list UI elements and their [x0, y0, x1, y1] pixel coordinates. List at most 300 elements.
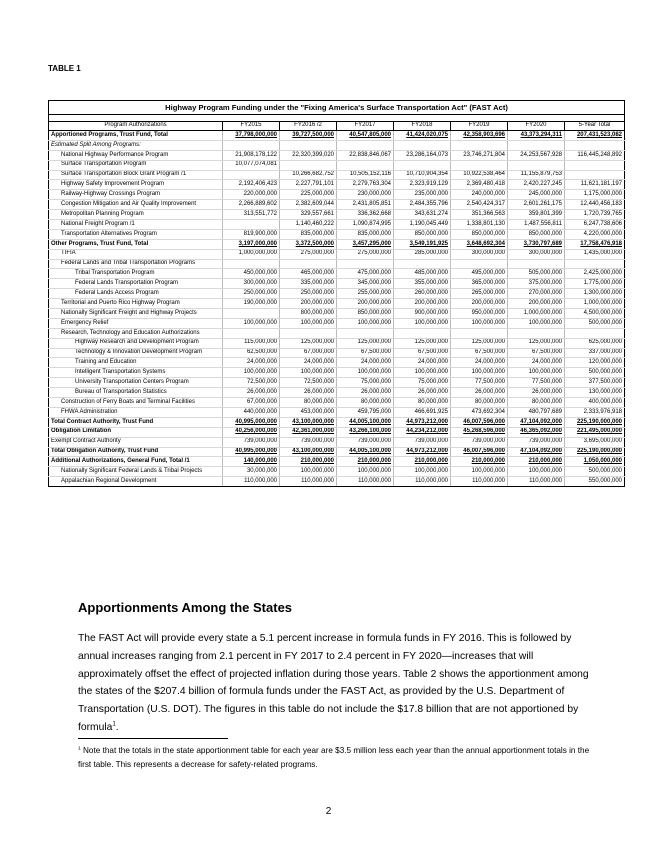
cell-value: 72,500,000	[223, 378, 280, 388]
cell-value: 260,000,000	[394, 289, 451, 299]
cell-value: 1,487,556,811	[508, 220, 565, 230]
funding-table	[48, 100, 625, 487]
cell-value: 459,795,000	[337, 407, 394, 417]
table-row	[49, 190, 625, 200]
row-label: Intelligent Transportation Systems	[49, 368, 223, 378]
cell-value: 130,000,000	[565, 388, 625, 398]
cell-value: 80,000,000	[508, 398, 565, 408]
cell-value: 21,908,178,122	[223, 150, 280, 160]
cell-value	[337, 259, 394, 269]
cell-value: 30,000,000	[223, 467, 280, 477]
cell-value: 43,266,100,000	[337, 427, 394, 437]
cell-value: 42,358,903,696	[451, 131, 508, 141]
table-row	[49, 249, 625, 259]
column-header: FY2017	[337, 122, 394, 131]
cell-value: 10,710,904,354	[394, 170, 451, 180]
cell-value	[223, 170, 280, 180]
row-label: Training and Education	[49, 358, 223, 368]
table-row	[49, 398, 625, 408]
cell-value: 377,500,000	[565, 378, 625, 388]
cell-value: 275,000,000	[280, 249, 337, 259]
table-row	[49, 170, 625, 180]
cell-value	[394, 140, 451, 150]
cell-value: 355,000,000	[394, 279, 451, 289]
cell-value	[508, 160, 565, 170]
row-label: Federal Lands Transportation Program	[49, 279, 223, 289]
cell-value: 77,500,000	[508, 378, 565, 388]
cell-value: 26,000,000	[280, 388, 337, 398]
cell-value: 100,000,000	[280, 467, 337, 477]
row-label: Highway Research and Development Program	[49, 338, 223, 348]
cell-value: 1,338,801,130	[451, 220, 508, 230]
cell-value: 24,000,000	[451, 358, 508, 368]
cell-value: 3,197,000,000	[223, 239, 280, 249]
table-row	[49, 229, 625, 239]
cell-value: 275,000,000	[337, 249, 394, 259]
cell-value: 17,758,476,918	[565, 239, 625, 249]
cell-value	[337, 328, 394, 338]
cell-value: 26,000,000	[394, 388, 451, 398]
table-row	[49, 477, 625, 487]
cell-value: 1,775,000,000	[565, 279, 625, 289]
cell-value: 46,007,596,000	[451, 417, 508, 427]
cell-value	[508, 140, 565, 150]
cell-value: 2,192,406,423	[223, 180, 280, 190]
cell-value: 240,000,000	[451, 190, 508, 200]
cell-value: 45,268,596,000	[451, 427, 508, 437]
table-label: TABLE 1	[48, 64, 81, 73]
cell-value: 1,190,045,449	[394, 220, 451, 230]
cell-value: 100,000,000	[223, 368, 280, 378]
cell-value: 26,000,000	[223, 388, 280, 398]
cell-value: 625,000,000	[565, 338, 625, 348]
column-header: FY2015	[223, 122, 280, 131]
cell-value: 739,000,000	[394, 437, 451, 447]
cell-value: 3,457,295,000	[337, 239, 394, 249]
cell-value: 2,425,000,000	[565, 269, 625, 279]
cell-value: 800,000,000	[280, 309, 337, 319]
cell-value: 37,798,000,000	[223, 131, 280, 141]
cell-value: 285,000,000	[394, 249, 451, 259]
cell-value: 100,000,000	[337, 467, 394, 477]
cell-value: 62,500,000	[223, 348, 280, 358]
table-row	[49, 348, 625, 358]
cell-value: 24,000,000	[337, 358, 394, 368]
cell-value: 24,000,000	[508, 358, 565, 368]
cell-value: 67,500,000	[508, 348, 565, 358]
cell-value: 67,500,000	[451, 348, 508, 358]
cell-value: 200,000,000	[451, 299, 508, 309]
row-label: Surface Transportation Block Grant Program /1	[49, 170, 223, 180]
body-paragraph	[78, 630, 590, 737]
table-row	[49, 417, 625, 427]
cell-value: 1,140,460,222	[280, 220, 337, 230]
cell-value	[223, 259, 280, 269]
cell-value: 739,000,000	[451, 437, 508, 447]
cell-value: 2,266,889,602	[223, 200, 280, 210]
cell-value	[337, 160, 394, 170]
cell-value: 2,279,763,304	[337, 180, 394, 190]
cell-value: 270,000,000	[508, 289, 565, 299]
cell-value: 475,000,000	[337, 269, 394, 279]
table-row	[49, 467, 625, 477]
cell-value: 835,000,000	[337, 229, 394, 239]
cell-value: 22,320,399,020	[280, 150, 337, 160]
cell-value: 26,000,000	[451, 388, 508, 398]
cell-value	[394, 328, 451, 338]
cell-value: 40,995,000,000	[223, 447, 280, 457]
cell-value: 12,440,456,183	[565, 200, 625, 210]
row-label: Transportation Alternatives Program	[49, 229, 223, 239]
cell-value: 47,104,092,000	[508, 447, 565, 457]
table-row	[49, 427, 625, 437]
table-row	[49, 318, 625, 328]
cell-value: 900,000,000	[394, 309, 451, 319]
cell-value: 300,000,000	[223, 279, 280, 289]
cell-value: 265,000,000	[451, 289, 508, 299]
footnote-marker: 1	[78, 746, 81, 752]
row-label: Obligation Limitation	[49, 427, 223, 437]
cell-value: 24,000,000	[223, 358, 280, 368]
cell-value: 43,373,294,311	[508, 131, 565, 141]
cell-value	[337, 140, 394, 150]
cell-value: 300,000,000	[508, 249, 565, 259]
cell-value: 200,000,000	[280, 299, 337, 309]
cell-value: 125,000,000	[451, 338, 508, 348]
cell-value: 75,000,000	[337, 378, 394, 388]
cell-value: 850,000,000	[451, 229, 508, 239]
cell-value: 24,253,567,928	[508, 150, 565, 160]
table-row	[49, 388, 625, 398]
cell-value: 739,000,000	[508, 437, 565, 447]
cell-value: 41,424,020,075	[394, 131, 451, 141]
row-label: Technology & Innovation Development Program	[49, 348, 223, 358]
cell-value: 11,155,879,753	[508, 170, 565, 180]
cell-value: 10,505,152,116	[337, 170, 394, 180]
table-row	[49, 289, 625, 299]
row-label: Railway-Highway Crossings Program	[49, 190, 223, 200]
cell-value: 255,000,000	[337, 289, 394, 299]
cell-value: 100,000,000	[337, 368, 394, 378]
cell-value: 80,000,000	[394, 398, 451, 408]
cell-value: 335,000,000	[280, 279, 337, 289]
table-row	[49, 368, 625, 378]
cell-value: 2,333,976,918	[565, 407, 625, 417]
row-label: Federal Lands and Tribal Transportation Programs	[49, 259, 223, 269]
cell-value: 67,000,000	[280, 348, 337, 358]
cell-value: 473,692,304	[451, 407, 508, 417]
row-label: University Transportation Centers Program	[49, 378, 223, 388]
row-label: Metropolitan Planning Program	[49, 210, 223, 220]
cell-value: 100,000,000	[337, 318, 394, 328]
cell-value: 100,000,000	[508, 368, 565, 378]
cell-value: 125,000,000	[394, 338, 451, 348]
table-row	[49, 328, 625, 338]
row-label: Nationally Significant Freight and Highway Projects	[49, 309, 223, 319]
cell-value: 210,000,000	[337, 457, 394, 467]
row-label: Other Programs, Trust Fund, Total	[49, 239, 223, 249]
row-label: Additional Authorizations, General Fund, Total /1	[49, 457, 223, 467]
cell-value: 11,621,181,197	[565, 180, 625, 190]
cell-value: 100,000,000	[394, 467, 451, 477]
cell-value: 207,431,523,082	[565, 131, 625, 141]
paragraph-text: The FAST Act will provide every state a 5.1 percent increase in formula funds in FY 2016. This is followed by annual increases ranging from 2.1 percent in FY 2017 to 2.4 percent in FY 2020—increases that will approximately offset the effect of projected inflation during those years. Table 2 shows the apportionment among the states of the $207.4 billion of formula funds under the FAST Act, as provided by the U.S. Department of Transportation (U.S. DOT). The figures in this table do not include the $17.8 billion that are not apportioned by formula	[78, 633, 589, 733]
cell-value: 80,000,000	[451, 398, 508, 408]
section-heading: Apportionments Among the States	[78, 600, 293, 615]
cell-value: 100,000,000	[451, 318, 508, 328]
cell-value: 43,100,000,000	[280, 417, 337, 427]
cell-value: 47,104,092,000	[508, 417, 565, 427]
cell-value: 351,366,563	[451, 210, 508, 220]
cell-value: 450,000,000	[223, 269, 280, 279]
row-label: Highway Safety Improvement Program	[49, 180, 223, 190]
table-row	[49, 309, 625, 319]
table-row	[49, 407, 625, 417]
footnote-text: Note that the totals in the state apportionment table for each year are $3.5 million less each year than the annual apportionment totals in the first table. This represents a decrease for safety-related programs.	[78, 746, 590, 769]
cell-value	[280, 328, 337, 338]
cell-value: 44,005,100,000	[337, 417, 394, 427]
cell-value	[394, 259, 451, 269]
funding-table-container	[48, 100, 624, 487]
cell-value: 329,557,661	[280, 210, 337, 220]
cell-value: 850,000,000	[508, 229, 565, 239]
row-label: Apportioned Programs, Trust Fund, Total	[49, 131, 223, 141]
footnote-divider	[78, 738, 228, 739]
column-header: FY2018	[394, 122, 451, 131]
cell-value: 210,000,000	[508, 457, 565, 467]
cell-value	[223, 309, 280, 319]
cell-value	[508, 328, 565, 338]
cell-value: 1,090,874,995	[337, 220, 394, 230]
cell-value	[280, 259, 337, 269]
cell-value	[565, 328, 625, 338]
cell-value: 466,691,925	[394, 407, 451, 417]
row-label: National Freight Program /1	[49, 220, 223, 230]
row-label: TIFIA	[49, 249, 223, 259]
cell-value: 359,801,399	[508, 210, 565, 220]
cell-value: 26,000,000	[508, 388, 565, 398]
cell-value: 200,000,000	[508, 299, 565, 309]
cell-value: 313,551,772	[223, 210, 280, 220]
cell-value: 495,000,000	[451, 269, 508, 279]
table-row	[49, 269, 625, 279]
cell-value: 225,190,000,000	[565, 447, 625, 457]
cell-value: 505,000,000	[508, 269, 565, 279]
cell-value	[565, 259, 625, 269]
table-row	[49, 239, 625, 249]
cell-value: 1,435,000,000	[565, 249, 625, 259]
cell-value: 221,495,000,000	[565, 427, 625, 437]
cell-value: 2,484,355,796	[394, 200, 451, 210]
cell-value: 110,000,000	[223, 477, 280, 487]
table-row	[49, 210, 625, 220]
cell-value: 24,000,000	[280, 358, 337, 368]
cell-value: 225,000,000	[280, 190, 337, 200]
cell-value: 44,234,212,000	[394, 427, 451, 437]
paragraph-end: .	[115, 721, 119, 733]
cell-value	[451, 160, 508, 170]
table-spacer	[49, 115, 625, 122]
cell-value: 2,431,805,851	[337, 200, 394, 210]
cell-value: 440,000,000	[223, 407, 280, 417]
footnote	[78, 744, 590, 772]
cell-value: 10,077,074,081	[223, 160, 280, 170]
cell-value: 245,000,000	[508, 190, 565, 200]
cell-value: 200,000,000	[337, 299, 394, 309]
cell-value: 1,720,739,765	[565, 210, 625, 220]
cell-value: 250,000,000	[280, 289, 337, 299]
cell-value	[451, 140, 508, 150]
row-label: Exempt Contract Authority	[49, 437, 223, 447]
cell-value: 43,100,000,000	[280, 447, 337, 457]
cell-value: 42,361,000,000	[280, 427, 337, 437]
cell-value: 950,000,000	[451, 309, 508, 319]
cell-value: 336,362,668	[337, 210, 394, 220]
cell-value: 1,000,000,000	[565, 299, 625, 309]
cell-value: 3,372,500,000	[280, 239, 337, 249]
row-label: Total Obligation Authority, Trust Fund	[49, 447, 223, 457]
cell-value: 46,007,596,000	[451, 447, 508, 457]
page-number: 2	[325, 806, 332, 817]
table-row	[49, 457, 625, 467]
cell-value: 2,323,919,129	[394, 180, 451, 190]
cell-value: 2,227,791,101	[280, 180, 337, 190]
cell-value: 46,365,092,000	[508, 427, 565, 437]
cell-value: 110,000,000	[337, 477, 394, 487]
cell-value: 3,549,191,925	[394, 239, 451, 249]
cell-value: 10,922,538,464	[451, 170, 508, 180]
cell-value: 819,900,000	[223, 229, 280, 239]
cell-value	[223, 328, 280, 338]
column-header: FY2020	[508, 122, 565, 131]
cell-value: 343,631,274	[394, 210, 451, 220]
cell-value: 100,000,000	[223, 318, 280, 328]
cell-value: 110,000,000	[280, 477, 337, 487]
cell-value	[508, 259, 565, 269]
cell-value: 67,000,000	[223, 398, 280, 408]
table-row	[49, 200, 625, 210]
row-label: Estimated Split Among Programs:	[49, 140, 223, 150]
cell-value	[451, 259, 508, 269]
cell-value: 110,000,000	[508, 477, 565, 487]
cell-value: 225,190,000,000	[565, 417, 625, 427]
cell-value: 67,500,000	[337, 348, 394, 358]
cell-value: 1,050,000,000	[565, 457, 625, 467]
table-row	[49, 180, 625, 190]
cell-value: 2,540,424,317	[451, 200, 508, 210]
table-row	[49, 131, 625, 141]
cell-value: 77,500,000	[451, 378, 508, 388]
cell-value: 1,000,000,000	[508, 309, 565, 319]
cell-value: 2,601,261,175	[508, 200, 565, 210]
cell-value	[565, 170, 625, 180]
table-row	[49, 140, 625, 150]
cell-value: 375,000,000	[508, 279, 565, 289]
cell-value: 230,000,000	[337, 190, 394, 200]
cell-value: 550,000,000	[565, 477, 625, 487]
cell-value: 125,000,000	[508, 338, 565, 348]
cell-value: 3,730,797,689	[508, 239, 565, 249]
row-label: National Highway Performance Program	[49, 150, 223, 160]
cell-value: 500,000,000	[565, 368, 625, 378]
cell-value: 2,420,227,245	[508, 180, 565, 190]
cell-value	[394, 160, 451, 170]
cell-value: 235,000,000	[394, 190, 451, 200]
column-header: 5-Year Total	[565, 122, 625, 131]
cell-value: 210,000,000	[451, 457, 508, 467]
cell-value: 23,746,271,804	[451, 150, 508, 160]
row-label: Construction of Ferry Boats and Terminal Facilities	[49, 398, 223, 408]
cell-value: 835,000,000	[280, 229, 337, 239]
row-label: FHWA Administration	[49, 407, 223, 417]
cell-value: 24,000,000	[394, 358, 451, 368]
cell-value: 116,445,248,892	[565, 150, 625, 160]
cell-value: 44,973,212,000	[394, 447, 451, 457]
cell-value	[223, 140, 280, 150]
table-row	[49, 358, 625, 368]
cell-value: 100,000,000	[394, 318, 451, 328]
row-label: Tribal Transportation Program	[49, 269, 223, 279]
column-header: FY2019	[451, 122, 508, 131]
cell-value: 44,973,212,000	[394, 417, 451, 427]
cell-value: 39,727,500,000	[280, 131, 337, 141]
table-row	[49, 160, 625, 170]
table-row	[49, 447, 625, 457]
table-row	[49, 378, 625, 388]
cell-value	[280, 140, 337, 150]
cell-value: 210,000,000	[280, 457, 337, 467]
cell-value: 500,000,000	[565, 318, 625, 328]
row-label: Appalachian Regional Development	[49, 477, 223, 487]
cell-value: 739,000,000	[280, 437, 337, 447]
cell-value: 67,500,000	[394, 348, 451, 358]
table-row	[49, 259, 625, 269]
cell-value: 850,000,000	[337, 309, 394, 319]
row-label: Congestion Mitigation and Air Quality Improvement	[49, 200, 223, 210]
cell-value: 100,000,000	[508, 467, 565, 477]
cell-value: 40,995,000,000	[223, 417, 280, 427]
table-row	[49, 338, 625, 348]
cell-value: 337,000,000	[565, 348, 625, 358]
table-row	[49, 279, 625, 289]
cell-value	[280, 160, 337, 170]
cell-value: 80,000,000	[337, 398, 394, 408]
cell-value: 4,500,000,000	[565, 309, 625, 319]
cell-value: 6,247,738,606	[565, 220, 625, 230]
cell-value: 100,000,000	[451, 467, 508, 477]
cell-value: 3,648,692,304	[451, 239, 508, 249]
cell-value: 110,000,000	[451, 477, 508, 487]
cell-value: 4,220,000,000	[565, 229, 625, 239]
cell-value	[451, 328, 508, 338]
cell-value: 100,000,000	[280, 368, 337, 378]
row-label: Total Contract Authority, Trust Fund	[49, 417, 223, 427]
cell-value	[565, 160, 625, 170]
cell-value: 210,000,000	[394, 457, 451, 467]
cell-value: 850,000,000	[394, 229, 451, 239]
row-label: Emergency Relief	[49, 318, 223, 328]
cell-value: 200,000,000	[394, 299, 451, 309]
cell-value: 1,000,000,000	[223, 249, 280, 259]
cell-value: 120,000,000	[565, 358, 625, 368]
cell-value: 40,547,805,000	[337, 131, 394, 141]
cell-value: 10,266,682,752	[280, 170, 337, 180]
cell-value	[223, 220, 280, 230]
footnote-ref[interactable]: 1	[112, 720, 116, 728]
cell-value: 220,000,000	[223, 190, 280, 200]
table-title: Highway Program Funding under the "Fixing America's Surface Transportation Act" (FAST Act)	[49, 101, 625, 115]
cell-value: 480,797,689	[508, 407, 565, 417]
